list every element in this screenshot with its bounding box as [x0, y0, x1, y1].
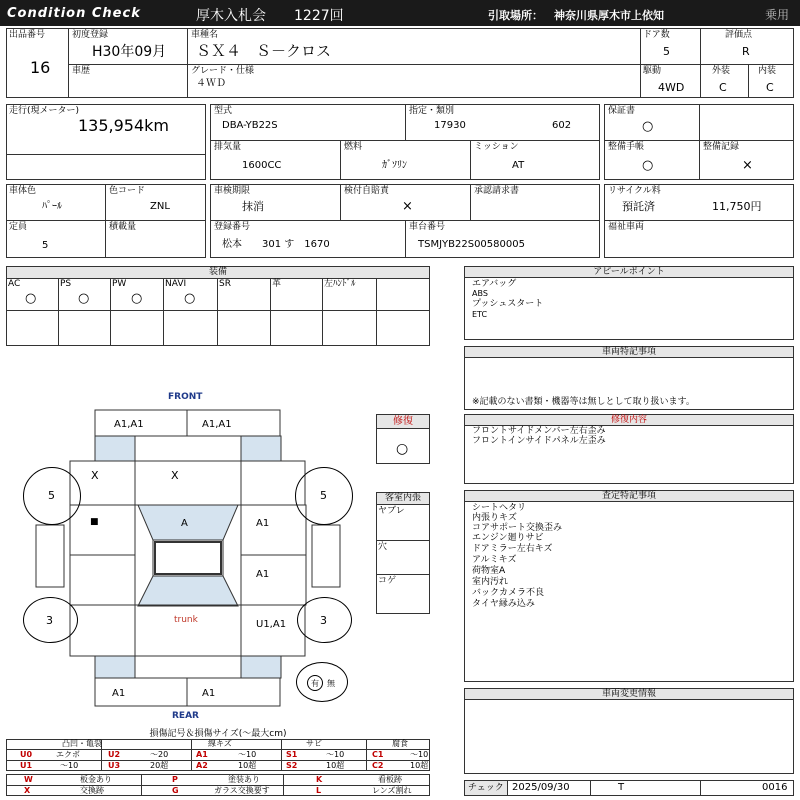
lot-label: 出品番号 [9, 30, 46, 40]
mark-rear-door-right: A1 [256, 569, 270, 580]
fuel-label: 燃料 [344, 142, 363, 152]
displacement: 1600CC [242, 160, 282, 171]
maint-book-label: 整備手帳 [608, 142, 645, 152]
legend-desc: ～10 [326, 750, 345, 759]
equip-lhd-label: 左ﾊﾝﾄﾞﾙ [324, 279, 356, 289]
legend-extra-desc: 交換跡 [80, 786, 104, 795]
legend-code: U1 [20, 761, 33, 770]
plate-label: 登録番号 [214, 222, 251, 232]
lot-number: 16 [30, 58, 51, 77]
first-reg: H30年09月 [92, 44, 167, 60]
legend-code: C1 [372, 750, 384, 759]
warranty: ○ [642, 119, 654, 134]
legend-code: U0 [20, 750, 33, 759]
plate: 松本 301 す 1670 [222, 239, 330, 250]
legend-group: 凸凹・亀裂 [62, 739, 102, 748]
tire-front-left-value: 5 [48, 489, 55, 502]
mileage-label: 走行(現メーター) [9, 106, 80, 116]
legend-extra-desc: 塗装あり [228, 775, 260, 784]
doors-label: ドア数 [643, 30, 670, 40]
maint-record-label: 整備記録 [703, 142, 740, 152]
recycle-status: 預託済 [622, 200, 655, 213]
equip-sr-label: SR [219, 279, 231, 289]
brand: Condition Check [7, 6, 141, 21]
equip-ac-value: ○ [25, 291, 37, 306]
first-reg-label: 初度登録 [72, 30, 109, 40]
grade: ４ＷＤ [196, 78, 226, 89]
legend-code: S1 [286, 750, 298, 759]
equip-navi-value: ○ [184, 291, 196, 306]
exterior: C [719, 81, 727, 94]
special-note: ※記載のない書類・機器等は無しとして取り扱います。 [472, 397, 695, 407]
repair-line: フロントサイドメンバー左右歪み [472, 426, 606, 436]
capacity-label: 定員 [9, 222, 28, 232]
legend-desc: ～20 [150, 750, 169, 759]
legend-code: A2 [196, 761, 208, 770]
legend-desc: 10超 [238, 761, 257, 770]
inspection-label: 車検期限 [214, 186, 251, 196]
legend-extra-code: P [172, 775, 178, 784]
legend-desc: ～10 [238, 750, 257, 759]
approval-label: 承認請求書 [474, 186, 520, 196]
doors: 5 [663, 45, 670, 58]
mark-hood: X [171, 469, 179, 482]
equip-leather-label: 革 [272, 279, 282, 289]
designation-label: 指定・類別 [409, 106, 455, 116]
appeal-line: ETC [472, 310, 488, 319]
auction-name: 厚木入札会 [196, 8, 266, 24]
equip-ps-label: PS [60, 279, 72, 289]
capacity: 5 [42, 240, 49, 251]
legend-group: サビ [306, 739, 322, 748]
model-label: 車種名 [191, 30, 219, 40]
type: DBA-YB22S [222, 120, 278, 131]
legend-extra-desc: ガラス交換要す [214, 786, 270, 795]
legend-extra-desc: レンズ割れ [372, 786, 412, 795]
legend-extra-desc: 板金あり [80, 775, 112, 784]
legend-extra-code: L [316, 786, 322, 795]
cabin-title: 客室内張 [377, 493, 429, 504]
grade-label: グレード・仕様 [191, 66, 255, 76]
mark-windshield: A [181, 518, 188, 529]
category: 602 [552, 120, 572, 131]
legend-extra-code: X [24, 786, 31, 795]
change-info-box [464, 688, 794, 774]
trunk-label: trunk [174, 615, 198, 625]
displacement-label: 排気量 [214, 142, 242, 152]
type-label: 型式 [214, 106, 233, 116]
chassis: TSMJYB22S00580005 [418, 239, 525, 250]
welfare-label: 福祉車両 [608, 222, 645, 232]
special-notes-title: 車両特記事項 [465, 347, 793, 357]
spare-have: 有 [311, 679, 319, 688]
repair-content-title: 修復内容 [465, 415, 793, 425]
mark-front-door-right: A1 [256, 518, 270, 529]
assessment-line: ドアミラー左右キズ [472, 544, 553, 554]
equipment-title: 装備 [7, 267, 429, 278]
model-name: ＳＸ４ Ｓ－クロス [196, 42, 332, 60]
assessment-line: アルミキズ [472, 555, 517, 565]
legend-extra-code: W [24, 775, 33, 784]
mark-front-bumper-left: A1,A1 [114, 419, 144, 430]
legend-desc: 10超 [326, 761, 345, 770]
check-label: チェック [468, 783, 504, 793]
legend-title: 損傷記号＆損傷サイズ(～最大cm) [6, 729, 430, 739]
check-code: T [618, 782, 625, 793]
spare-none: 無 [327, 679, 335, 688]
tire-rear-left-value: 3 [46, 614, 53, 627]
appeal-line: ABS [472, 289, 488, 298]
equip-navi-label: NAVI [165, 279, 187, 289]
mark-fender-left: X [91, 469, 99, 482]
color-label: 車体色 [9, 186, 37, 196]
warranty-label: 保証書 [608, 106, 636, 116]
designation: 17930 [434, 120, 466, 131]
maint-book: ○ [642, 158, 654, 173]
legend-extra-desc: 看板跡 [378, 775, 402, 784]
legend-desc: ～10 [60, 761, 79, 770]
vehicle-class: 乗用 [765, 8, 790, 22]
repair-line: フロントインサイドパネル左歪み [472, 436, 606, 446]
mission-label: ミッション [474, 142, 519, 152]
tire-front-right-value: 5 [320, 489, 327, 502]
color-code-label: 色コード [109, 186, 146, 196]
equip-pw-value: ○ [131, 291, 143, 306]
score: R [742, 45, 750, 58]
assessment-line: タイヤ縁み込み [472, 599, 535, 609]
history-label: 車歴 [72, 66, 91, 76]
check-date: 2025/09/30 [512, 782, 570, 793]
mark-rear-bumper-left: A1 [112, 688, 126, 699]
checkbook-label: 検付自賠責 [344, 186, 390, 196]
mark-front-bumper-right: A1,A1 [202, 419, 232, 430]
color: ﾊﾟｰﾙ [42, 201, 62, 212]
score-label: 評価点 [725, 30, 753, 40]
repair-value: ○ [396, 441, 409, 457]
mark-front-door-left: ■ [90, 517, 99, 527]
equip-ps-value: ○ [78, 291, 90, 306]
chassis-label: 車台番号 [409, 222, 446, 232]
legend-desc: エクボ [56, 750, 80, 759]
legend-code: A1 [196, 750, 208, 759]
load-label: 積載量 [109, 222, 137, 232]
drive-label: 駆動 [643, 66, 662, 76]
drive: 4WD [658, 81, 685, 94]
checkbook: × [402, 199, 413, 214]
assessment-line: 荷物室A [472, 566, 506, 576]
assessment-line: シートヘタリ [472, 503, 527, 513]
legend-desc: 10超 [410, 761, 429, 770]
fuel: ｶﾞｿﾘﾝ [382, 160, 407, 171]
mission: AT [512, 160, 525, 171]
pickup-location: 神奈川県厚木市上依知 [554, 9, 664, 22]
cabin-item: コゲ [378, 576, 397, 586]
check-number: 0016 [762, 782, 788, 793]
equip-pw-label: PW [112, 279, 127, 289]
legend-extra-code: G [172, 786, 179, 795]
legend-desc: ～10 [410, 750, 429, 759]
pickup-label: 引取場所： [488, 9, 543, 22]
equip-ac-label: AC [8, 279, 21, 289]
assessment-line: 室内汚れ [472, 577, 509, 587]
mileage: 135,954km [78, 116, 170, 135]
front-label: FRONT [168, 392, 203, 402]
appeal-line: エアバッグ [472, 279, 517, 289]
exterior-label: 外装 [712, 66, 731, 76]
inspection: 抹消 [242, 200, 264, 213]
mark-rear-fender-right: U1,A1 [256, 619, 287, 630]
legend-group: 腐食 [392, 739, 408, 748]
recycle-label: リサイクル料 [608, 186, 661, 196]
legend-desc: 20超 [150, 761, 169, 770]
repair-label: 修復 [377, 415, 429, 429]
color-code: ZNL [150, 201, 170, 212]
appeal-line: プッシュスタート [472, 299, 544, 309]
interior-label: 内装 [758, 66, 777, 76]
assessment-line: コアサポート交換歪み [472, 523, 563, 533]
legend-extra-code: K [316, 775, 323, 784]
cabin-item: 穴 [378, 542, 388, 552]
rear-label: REAR [172, 711, 199, 721]
assessment-line: バックカメラ不良 [472, 588, 545, 598]
assessment-line: 内張りキズ [472, 513, 517, 523]
legend-code: U2 [108, 750, 121, 759]
appeal-title: アピールポイント [465, 267, 793, 277]
change-info-title: 車両変更情報 [465, 689, 793, 699]
assessment-line: エンジン廻りサビ [472, 533, 544, 543]
maint-record: × [742, 158, 753, 173]
tire-rear-right-value: 3 [320, 614, 327, 627]
assessment-title: 査定特記事項 [465, 491, 793, 501]
mark-rear-bumper-right: A1 [202, 688, 216, 699]
legend-code: S2 [286, 761, 298, 770]
interior: C [766, 81, 774, 94]
session: 1227回 [294, 8, 344, 24]
cabin-item: ヤブレ [378, 506, 405, 516]
legend-code: U3 [108, 761, 121, 770]
recycle-fee: 11,750円 [712, 200, 762, 213]
legend-group: 線キズ [208, 739, 232, 748]
legend-code: C2 [372, 761, 384, 770]
